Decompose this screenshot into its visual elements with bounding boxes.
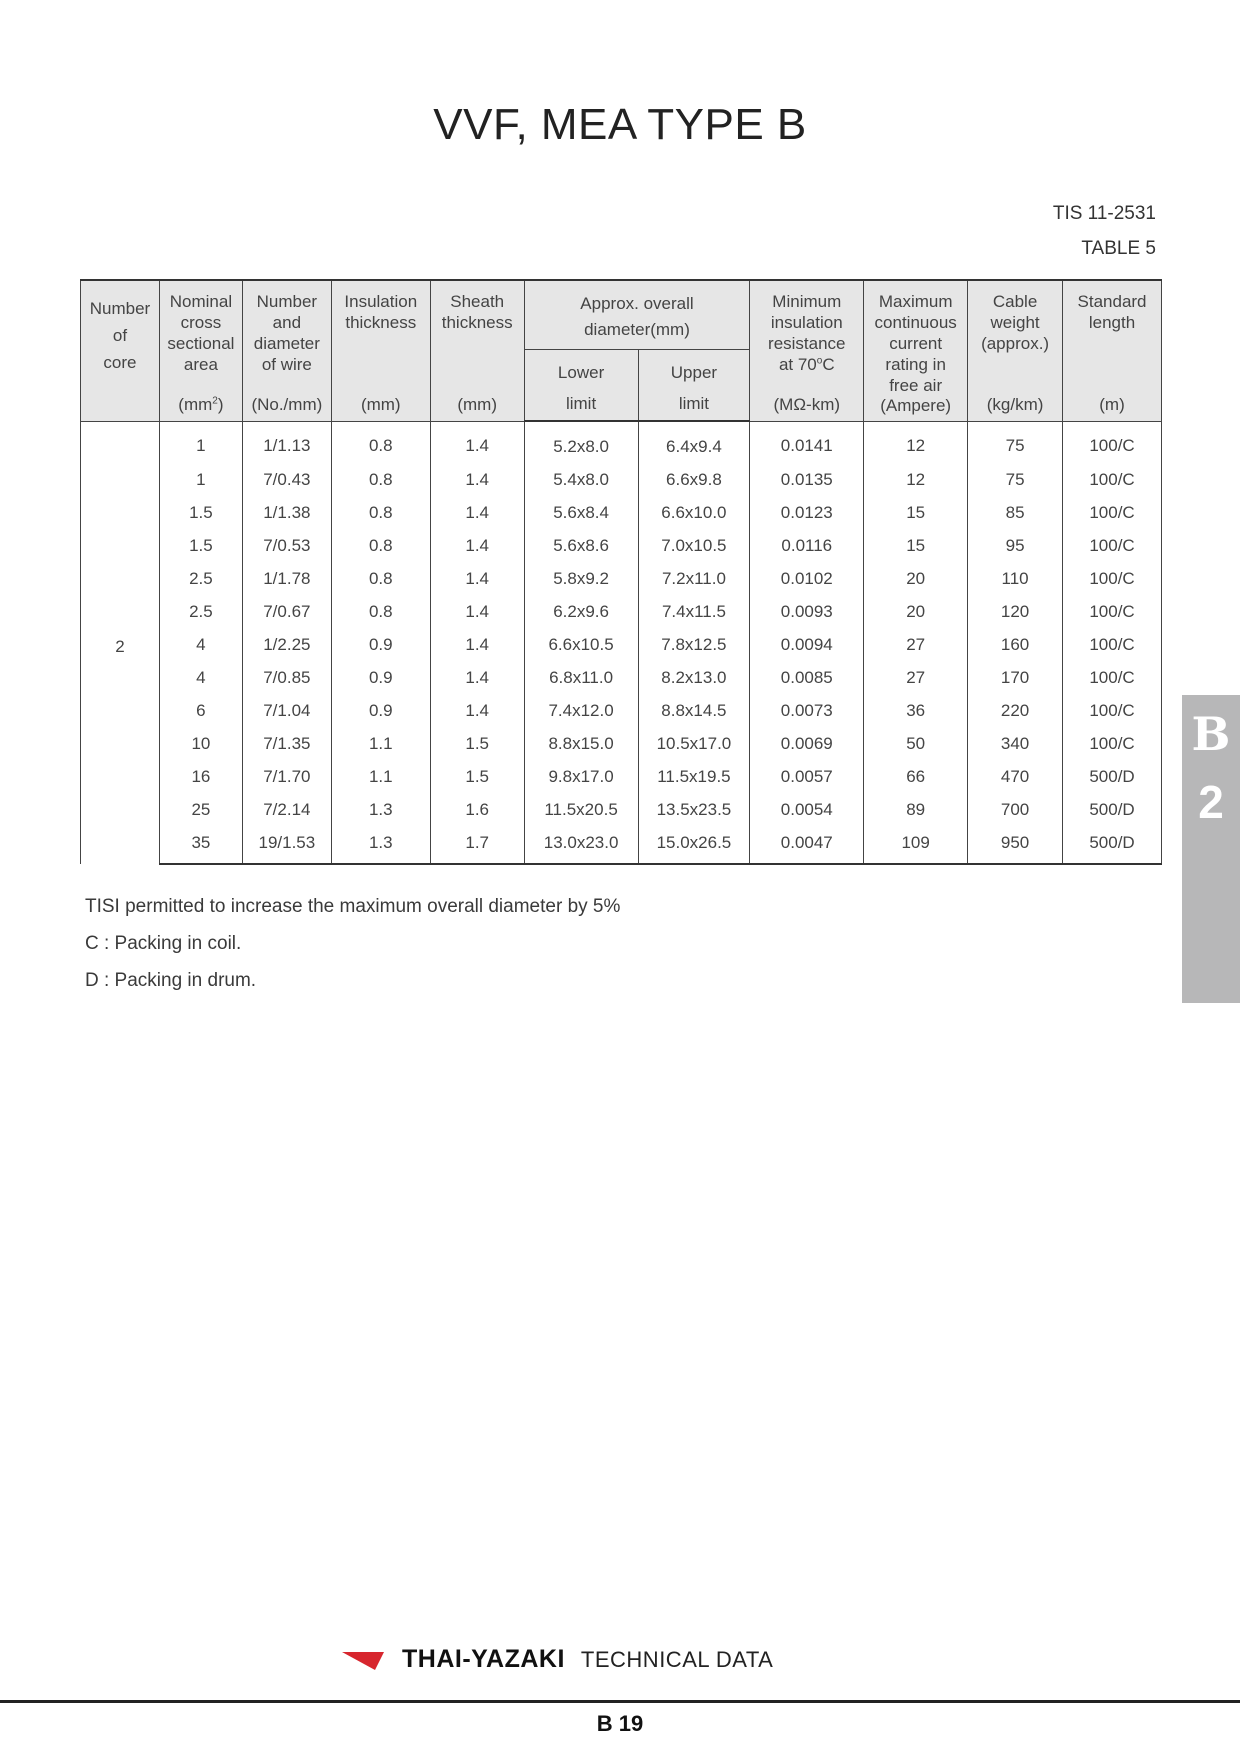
cell-wire: 19/1.53 bbox=[242, 826, 331, 864]
cell-wire: 7/2.14 bbox=[242, 793, 331, 826]
cell-weight: 160 bbox=[968, 628, 1063, 661]
cell-diameter-lower: 5.4x8.0 bbox=[524, 463, 638, 496]
table-row bbox=[81, 562, 1162, 595]
cell-wire: 1/1.13 bbox=[242, 421, 331, 463]
cell-length: 100/C bbox=[1063, 529, 1162, 562]
notes bbox=[85, 888, 620, 999]
cell-diameter-lower: 6.8x11.0 bbox=[524, 661, 638, 694]
cell-resistance: 0.0085 bbox=[750, 661, 864, 694]
page-title: VVF, MEA TYPE B bbox=[433, 100, 807, 149]
cell-length: 100/C bbox=[1063, 661, 1162, 694]
header-standard-length: Standard length (m) bbox=[1063, 280, 1162, 421]
cell-weight: 95 bbox=[968, 529, 1063, 562]
cell-diameter-lower: 5.2x8.0 bbox=[524, 421, 638, 463]
cell-length: 100/C bbox=[1063, 562, 1162, 595]
cell-current: 12 bbox=[864, 463, 968, 496]
cell-sheath: 1.4 bbox=[430, 595, 524, 628]
cell-wire: 7/0.85 bbox=[242, 661, 331, 694]
cell-diameter-lower: 9.8x17.0 bbox=[524, 760, 638, 793]
cell-insulation: 1.3 bbox=[331, 826, 430, 864]
header-nominal-area: Nominal cross sectional area $(mm^2)$ bbox=[159, 280, 242, 421]
cell-length: 100/C bbox=[1063, 727, 1162, 760]
cell-diameter-upper: 6.6x10.0 bbox=[638, 496, 750, 529]
header-insulation-thickness: Insulation thickness (mm) bbox=[331, 280, 430, 421]
cell-nominal-area: 1 bbox=[159, 421, 242, 463]
cell-diameter-upper: 15.0x26.5 bbox=[638, 826, 750, 864]
cell-length: 100/C bbox=[1063, 463, 1162, 496]
cell-length: 100/C bbox=[1063, 628, 1162, 661]
cell-length: 500/D bbox=[1063, 826, 1162, 864]
cell-resistance: 0.0135 bbox=[750, 463, 864, 496]
cell-diameter-upper: 6.4x9.4 bbox=[638, 421, 750, 463]
cell-wire: 7/1.35 bbox=[242, 727, 331, 760]
cell-insulation: 0.8 bbox=[331, 496, 430, 529]
cell-diameter-lower: 7.4x12.0 bbox=[524, 694, 638, 727]
cell-nominal-area: 2.5 bbox=[159, 562, 242, 595]
cell-nominal-area: 4 bbox=[159, 661, 242, 694]
cell-nominal-area: 2.5 bbox=[159, 595, 242, 628]
table-label: TABLE 5 bbox=[1081, 238, 1156, 259]
cell-weight: 700 bbox=[968, 793, 1063, 826]
cell-sheath: 1.5 bbox=[430, 727, 524, 760]
cell-weight: 120 bbox=[968, 595, 1063, 628]
cell-diameter-lower: 6.2x9.6 bbox=[524, 595, 638, 628]
header-overall-diameter: Approx. overall diameter(mm) bbox=[524, 280, 750, 350]
table-row bbox=[81, 727, 1162, 760]
cell-insulation: 1.1 bbox=[331, 727, 430, 760]
cell-diameter-upper: 10.5x17.0 bbox=[638, 727, 750, 760]
cell-nominal-area: 16 bbox=[159, 760, 242, 793]
cell-number-of-core: 2 bbox=[81, 421, 160, 864]
table-body bbox=[81, 421, 1162, 864]
cell-resistance: 0.0102 bbox=[750, 562, 864, 595]
cell-current: 15 bbox=[864, 496, 968, 529]
section-tab-number: 2 bbox=[1198, 776, 1224, 828]
header-insulation-resistance: Minimum insulation resistance at 70$^o$C (MΩ-km) bbox=[750, 280, 864, 421]
cell-diameter-lower: 8.8x15.0 bbox=[524, 727, 638, 760]
cell-resistance: 0.0141 bbox=[750, 421, 864, 463]
cell-diameter-upper: 11.5x19.5 bbox=[638, 760, 750, 793]
cell-nominal-area: 35 bbox=[159, 826, 242, 864]
table-row bbox=[81, 421, 1162, 463]
cable-spec-table bbox=[80, 279, 1162, 865]
cell-insulation: 0.8 bbox=[331, 595, 430, 628]
cell-sheath: 1.6 bbox=[430, 793, 524, 826]
cell-weight: 340 bbox=[968, 727, 1063, 760]
cell-current: 27 bbox=[864, 661, 968, 694]
cell-weight: 85 bbox=[968, 496, 1063, 529]
table-row bbox=[81, 463, 1162, 496]
cell-diameter-upper: 7.0x10.5 bbox=[638, 529, 750, 562]
note-drum: D : Packing in drum. bbox=[85, 970, 257, 991]
table-row bbox=[81, 628, 1162, 661]
cell-wire: 7/1.04 bbox=[242, 694, 331, 727]
cell-diameter-upper: 6.6x9.8 bbox=[638, 463, 750, 496]
cell-current: 50 bbox=[864, 727, 968, 760]
cell-wire: 7/1.70 bbox=[242, 760, 331, 793]
cell-sheath: 1.5 bbox=[430, 760, 524, 793]
cell-insulation: 0.8 bbox=[331, 562, 430, 595]
table-row bbox=[81, 826, 1162, 864]
cell-weight: 170 bbox=[968, 661, 1063, 694]
cell-nominal-area: 1 bbox=[159, 463, 242, 496]
cell-current: 109 bbox=[864, 826, 968, 864]
header-lower-limit: Lower limit bbox=[524, 350, 638, 422]
section-tab bbox=[1182, 695, 1240, 1003]
cell-sheath: 1.7 bbox=[430, 826, 524, 864]
cell-current: 27 bbox=[864, 628, 968, 661]
cell-nominal-area: 6 bbox=[159, 694, 242, 727]
cell-sheath: 1.4 bbox=[430, 496, 524, 529]
table-row bbox=[81, 595, 1162, 628]
cell-diameter-upper: 8.2x13.0 bbox=[638, 661, 750, 694]
footer-rule bbox=[0, 1700, 1240, 1703]
cell-diameter-lower: 11.5x20.5 bbox=[524, 793, 638, 826]
cell-resistance: 0.0069 bbox=[750, 727, 864, 760]
cell-weight: 75 bbox=[968, 463, 1063, 496]
cell-current: 20 bbox=[864, 562, 968, 595]
footer-brand bbox=[342, 1645, 773, 1674]
cell-diameter-lower: 5.6x8.6 bbox=[524, 529, 638, 562]
cell-current: 66 bbox=[864, 760, 968, 793]
table-row bbox=[81, 694, 1162, 727]
section-tab-letter: B bbox=[1191, 707, 1231, 761]
cell-diameter-upper: 7.4x11.5 bbox=[638, 595, 750, 628]
cell-insulation: 1.1 bbox=[331, 760, 430, 793]
table-row bbox=[81, 529, 1162, 562]
cell-wire: 1/1.38 bbox=[242, 496, 331, 529]
brand-tagline: TECHNICAL DATA bbox=[580, 1646, 774, 1672]
header-upper-limit: Upper limit bbox=[638, 350, 750, 422]
cell-insulation: 0.9 bbox=[331, 661, 430, 694]
cell-diameter-upper: 8.8x14.5 bbox=[638, 694, 750, 727]
table-row bbox=[81, 760, 1162, 793]
cell-length: 100/C bbox=[1063, 496, 1162, 529]
cell-resistance: 0.0123 bbox=[750, 496, 864, 529]
cell-wire: 1/1.78 bbox=[242, 562, 331, 595]
brand-name: THAI-YAZAKI bbox=[402, 1645, 565, 1673]
cell-diameter-lower: 13.0x23.0 bbox=[524, 826, 638, 864]
cell-weight: 75 bbox=[968, 421, 1063, 463]
cell-weight: 950 bbox=[968, 826, 1063, 864]
cell-length: 100/C bbox=[1063, 694, 1162, 727]
cell-sheath: 1.4 bbox=[430, 562, 524, 595]
cell-resistance: 0.0073 bbox=[750, 694, 864, 727]
cell-insulation: 1.3 bbox=[331, 793, 430, 826]
cell-diameter-upper: 7.8x12.5 bbox=[638, 628, 750, 661]
cell-insulation: 0.9 bbox=[331, 628, 430, 661]
cell-diameter-lower: 6.6x10.5 bbox=[524, 628, 638, 661]
cell-insulation: 0.8 bbox=[331, 421, 430, 463]
note-coil: C : Packing in coil. bbox=[85, 933, 242, 954]
cell-diameter-lower: 5.8x9.2 bbox=[524, 562, 638, 595]
cell-resistance: 0.0057 bbox=[750, 760, 864, 793]
cell-sheath: 1.4 bbox=[430, 463, 524, 496]
cell-wire: 7/0.43 bbox=[242, 463, 331, 496]
header-current-rating: Maximum continuous current rating in free air (Ampere) bbox=[864, 280, 968, 421]
cell-resistance: 0.0116 bbox=[750, 529, 864, 562]
header-cable-weight: Cable weight (approx.) (kg/km) bbox=[968, 280, 1063, 421]
note-diameter-tolerance: TISI permitted to increase the maximum overall diameter by 5% bbox=[85, 896, 621, 917]
header-number-of-core: Number of core bbox=[81, 280, 160, 421]
cell-length: 100/C bbox=[1063, 595, 1162, 628]
standard-reference: TIS 11-2531 bbox=[1052, 203, 1156, 224]
cell-sheath: 1.4 bbox=[430, 661, 524, 694]
cell-sheath: 1.4 bbox=[430, 421, 524, 463]
cell-diameter-upper: 13.5x23.5 bbox=[638, 793, 750, 826]
cell-weight: 470 bbox=[968, 760, 1063, 793]
table-row bbox=[81, 793, 1162, 826]
cell-current: 89 bbox=[864, 793, 968, 826]
cell-insulation: 0.8 bbox=[331, 529, 430, 562]
cell-length: 500/D bbox=[1063, 760, 1162, 793]
cell-wire: 7/0.53 bbox=[242, 529, 331, 562]
cell-nominal-area: 1.5 bbox=[159, 496, 242, 529]
cell-current: 20 bbox=[864, 595, 968, 628]
cell-insulation: 0.9 bbox=[331, 694, 430, 727]
cell-current: 12 bbox=[864, 421, 968, 463]
header-wire: Number and diameter of wire (No./mm) bbox=[242, 280, 331, 421]
cell-weight: 110 bbox=[968, 562, 1063, 595]
cell-wire: 1/2.25 bbox=[242, 628, 331, 661]
cell-sheath: 1.4 bbox=[430, 529, 524, 562]
cell-diameter-upper: 7.2x11.0 bbox=[638, 562, 750, 595]
cell-wire: 7/0.67 bbox=[242, 595, 331, 628]
cell-nominal-area: 25 bbox=[159, 793, 242, 826]
cell-weight: 220 bbox=[968, 694, 1063, 727]
thai-yazaki-logo-icon bbox=[342, 1648, 384, 1672]
cell-nominal-area: 4 bbox=[159, 628, 242, 661]
cell-sheath: 1.4 bbox=[430, 694, 524, 727]
cell-resistance: 0.0047 bbox=[750, 826, 864, 864]
cell-current: 36 bbox=[864, 694, 968, 727]
cell-nominal-area: 10 bbox=[159, 727, 242, 760]
cell-resistance: 0.0094 bbox=[750, 628, 864, 661]
header-sheath-thickness: Sheath thickness (mm) bbox=[430, 280, 524, 421]
cell-current: 15 bbox=[864, 529, 968, 562]
cell-insulation: 0.8 bbox=[331, 463, 430, 496]
cell-diameter-lower: 5.6x8.4 bbox=[524, 496, 638, 529]
cell-length: 100/C bbox=[1063, 421, 1162, 463]
cell-nominal-area: 1.5 bbox=[159, 529, 242, 562]
page-number: B 19 bbox=[596, 1711, 644, 1736]
table-row bbox=[81, 661, 1162, 694]
cell-sheath: 1.4 bbox=[430, 628, 524, 661]
table-row bbox=[81, 496, 1162, 529]
cell-resistance: 0.0054 bbox=[750, 793, 864, 826]
cell-resistance: 0.0093 bbox=[750, 595, 864, 628]
cell-length: 500/D bbox=[1063, 793, 1162, 826]
